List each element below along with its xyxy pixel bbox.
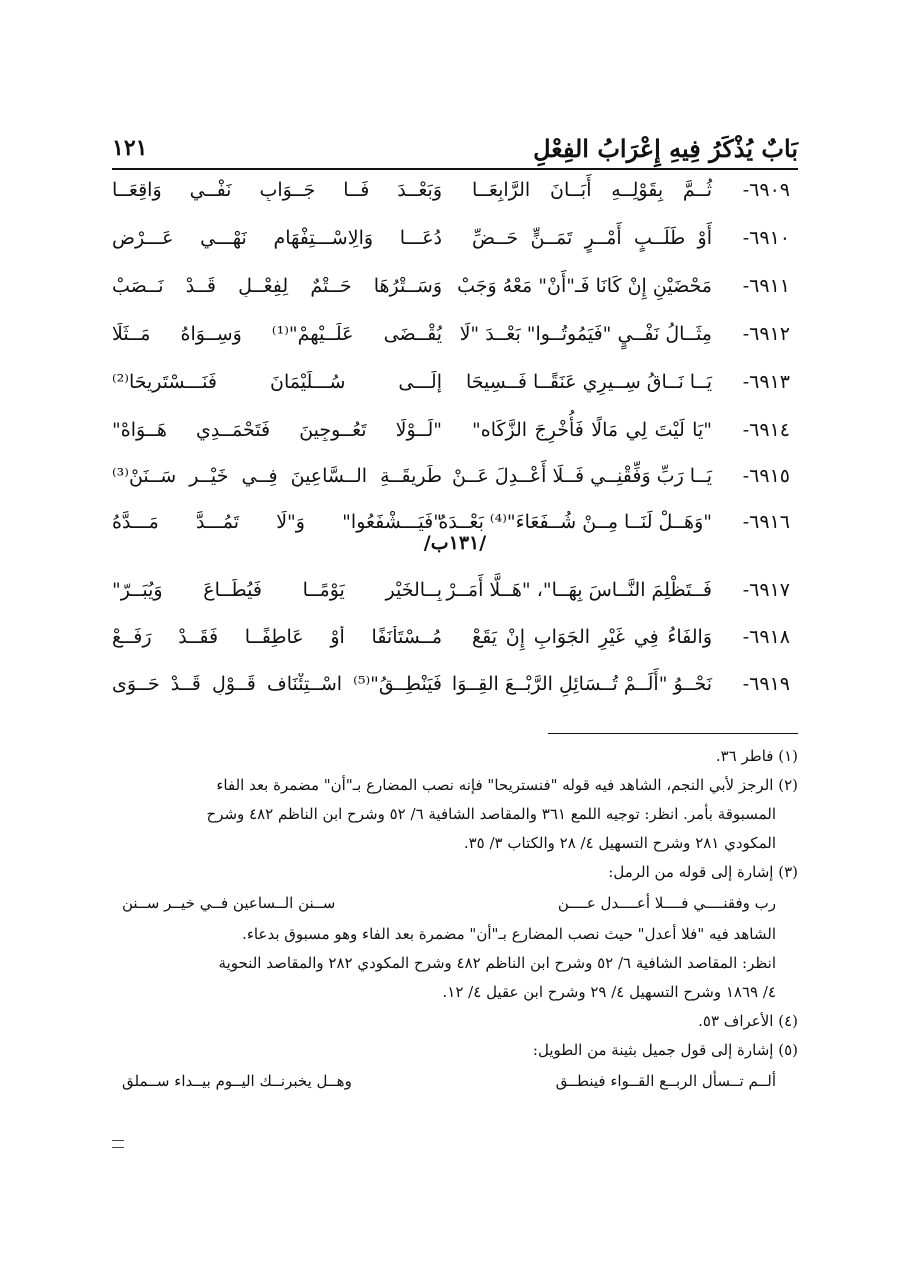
verse-second-hemistich: بِــالخَيْرِ يَوْمًــا فَيُطَــاعَ وَيُبَــرّ" [112,579,442,601]
verse-number: ٦٩٠٩- [742,179,790,201]
footnote-3-line: الشاهد فيه "فلا أعدل" حيث نصب المضارع بـ"أن" مضمرة بعد الفاء وهو مسبوق بدعاء. [242,925,776,943]
verse-second-hemistich: فَيَنْطِــقُ"⁽⁵⁾ اسْــتِئْنَاف قَــوْلٍ قَــدْ حَــوَى [112,673,442,695]
verse-first-hemistich: وَالفَاءُ فِي غَيْرِ الجَوَابِ إِنْ يَقَعْ [472,626,712,648]
footnote-2-line: المكودي ٢٨١ وشرح التسهيل ٤/ ٢٨ والكتاب ٣/ ٣٥. [463,834,776,852]
verse-second-hemistich: وَسَــتْرُهَا حَــتْمٌ لِفِعْــلٍ قَــدْ نَــصَبْ [112,275,442,297]
verse-number: ٦٩١١- [742,275,790,297]
verse-first-hemistich: فَــتَظْلِمَ النَّــاسَ بِهَــا"، "هَــلَّا أَمَــرْ [446,579,712,601]
verse-first-hemistich: "وَهَــلْ لَنَــا مِــنْ شُــفَعَاءَ"⁽⁴⁾ بَعْــدَهُ [438,511,712,533]
verse-number: ٦٩١٩- [742,673,790,695]
verse-second-hemistich: طَرِيقَــةِ الــسَّاعِينَ فِــي خَيْــرِ سَــنَنْ⁽³⁾ [112,465,442,487]
footnote-5-verse [112,1067,798,1096]
chapter-title: بَابٌ يُذْكَرُ فِيهِ إِعْرَابُ الفِعْلِ [533,133,798,163]
verse-first-hemistich: نَحْــوُ "أَلَــمْ تُــسَائِلِ الرَّبْــعَ القِــوَا [451,673,712,695]
verse-line [112,456,790,496]
verse-line [112,218,790,258]
verse-first-hemistich: يَــا رَبِّ وَفِّقْنِــي فَــلَا أَعْــدِلَ عَــنْ [451,465,712,487]
footnote-3-verse-first: رب وفقنــــي فــــلا أعــــدل عــــن [557,894,776,912]
verse-line [112,617,790,657]
footnote-3-line: ٤/ ١٨٦٩ وشرح التسهيل ٤/ ٢٩ وشرح ابن عقيل ٤/ ١٢. [442,983,776,1001]
verse-line [112,664,790,704]
verse-second-hemistich: "فَيَـــشْفَعُوا" وَ"لَا تَمُـــدَّ مَـــدَّهُ [112,511,442,533]
verse-first-hemistich: مَحْضَيْنِ إِنْ كَانَا فَـ"أَنْ" مَعْهُ وَجَبْ [457,275,712,297]
end-mark [112,1140,124,1148]
verse-number: ٦٩١٠- [742,227,790,249]
footnote-3-line: انظر: المقاصد الشافية ٦/ ٥٢ وشرح ابن الناظم ٤٨٢ وشرح المكودي ٢٨٢ والمقاصد النحوية [218,954,776,972]
footnote-3-verse [112,889,798,918]
footnote-separator [548,733,798,734]
footnote-2-line: المسبوقة بأمر. انظر: توجيه اللمع ٣٦١ والمقاصد الشافية ٦/ ٥٢ وشرح ابن الناظم ٤٨٢ وشرح [206,805,776,823]
verse-line [112,410,790,450]
verse-line [112,570,790,610]
folio-marker: /١٣١ب/ [423,532,487,554]
verse-first-hemistich: أَوْ طَلَــبٍ أَمْــرٍ تَمَــنٍّ حَــضِّ [472,227,712,249]
verse-second-hemistich: إِلَـــى سُـــلَيْمَانَ فَنَـــسْتَرِيحَا⁽²⁾ [112,371,442,393]
verse-number: ٦٩١٦- [742,511,790,533]
verse-line [112,314,790,354]
verse-line [112,170,790,210]
verse-first-hemistich: يَــا نَــاقُ سِــيرِي عَنَقًــا فَــسِيحَا [465,371,712,393]
page-number: ١٢١ [112,135,148,161]
verse-line [112,362,790,402]
verse-second-hemistich: مُــسْتَأْنَفًا أَوْ عَاطِفًــا فَقَــدْ رَفَــعْ [112,626,442,648]
footnotes [112,742,798,1098]
verse-first-hemistich: ثُــمَّ بِقَوْلِــهِ أَبَــانَ الرَّابِعَــا [472,179,712,201]
verse-second-hemistich: وَبَعْــدَ فَــا جَــوَابِ نَفْــيٍ وَاقِعَــا [112,179,442,201]
verse-second-hemistich: "لَــوْلَا تَعُــوجِينَ فَتَحْمَــدِي هَــوَاهْ" [112,419,442,441]
footnote-1: (١) فاطر ٣٦. [715,747,798,765]
footnote-5-intro: (٥) إشارة إلى قول جميل بثينة من الطويل: [532,1041,798,1059]
footnote-5-verse-second: وهــل يخبرنــك اليــوم بيــداء ســملق [122,1072,352,1090]
footnote-2-line: (٢) الرجز لأبي النجم، الشاهد فيه قوله "فنستريحا" فإنه نصب المضارع بـ"أن" مضمرة بعد الفاء [216,776,798,794]
verse-number: ٦٩١٤- [742,419,790,441]
page-header [112,128,798,170]
verse-line [112,266,790,306]
verse-number: ٦٩١٧- [742,579,790,601]
verse-first-hemistich: "يَا لَيْتَ لِي مَالًا فَأُخْرِجَ الزَّكَاه" [472,419,712,441]
verse-number: ٦٩١٣- [742,371,790,393]
footnote-4: (٤) الأعراف ٥٣. [698,1012,798,1030]
verse-second-hemistich: دُعَـــا وَالِاسْـــتِفْهَامِ نَهْـــيٍ عَـــرْضِ [112,227,442,249]
verse-number: ٦٩١٥- [742,465,790,487]
footnote-3-verse-second: ســنن الــساعين فــي خيــر ســنن [122,894,336,912]
footnote-3-intro: (٣) إشارة إلى قوله من الرمل: [608,863,798,881]
verse-number: ٦٩١٢- [742,323,790,345]
verse-number: ٦٩١٨- [742,626,790,648]
verse-second-hemistich: يُقْــضَى عَلَــيْهِمْ"⁽¹⁾ وَسِــوَاهُ مَــثَلَا [112,323,442,345]
footnote-5-verse-first: ألــم تــسأل الربــع القــواء فينطــق [555,1072,776,1090]
verse-first-hemistich: مِثَــالُ نَفْــيٍ "فَيَمُوتُــوا" بَعْــدَ "لَا [459,323,712,345]
